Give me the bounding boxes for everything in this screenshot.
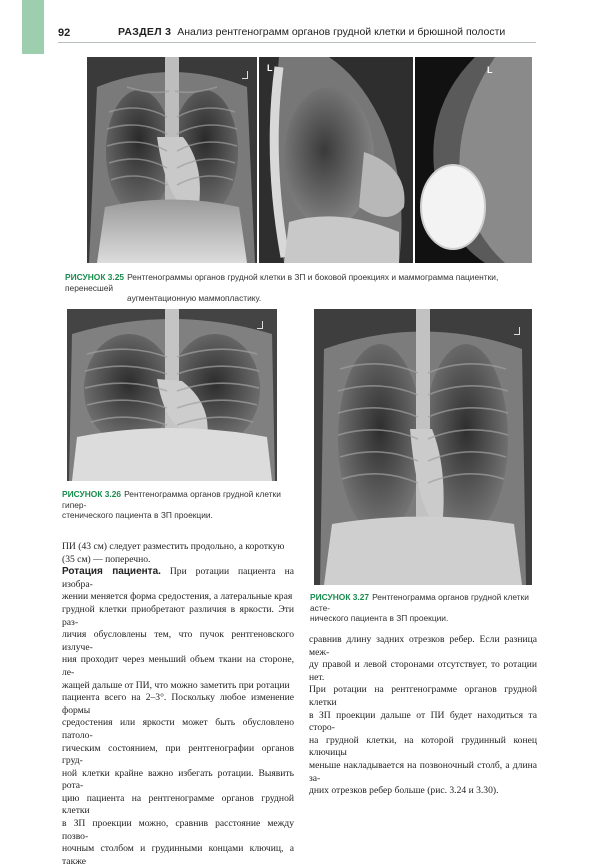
body-text-left-column — [62, 541, 294, 868]
figure-3-25-caption — [65, 272, 535, 304]
figure-label: РИСУНОК 3.26 — [62, 489, 122, 499]
header-rule — [58, 42, 536, 43]
figure-3-26-caption — [62, 489, 292, 521]
text-line: (35 см) — поперечно. — [62, 553, 151, 565]
text-line: личия обусловлены тем, что пучок рентгеновского излуче- — [62, 629, 294, 653]
chest-xray-hypersthenic-image — [67, 309, 277, 481]
running-header — [118, 26, 505, 38]
page-number: 92 — [58, 27, 71, 39]
text-line: При ротации на рентгенограмме органов грудной клетки — [309, 684, 537, 708]
mammogram-side-marker: L — [487, 65, 493, 75]
text-line: в ЗП проекции дальше от ПИ будет находиться та сторо- — [309, 709, 537, 734]
text-line: ПИ (43 см) следует разместить продольно, а короткую — [62, 541, 285, 552]
chest-xray-lateral-image — [259, 57, 413, 263]
text-line: жении меняется форма средостения, а латеральные края — [62, 591, 293, 603]
body-text-right-column — [309, 634, 537, 798]
text-line: сравнив длину задних отрезков ребер. Если разница меж- — [309, 634, 537, 658]
text-line: меньше накладывается на позвоночный столб, а длина за- — [309, 759, 537, 784]
text-line: средостения или яркости может быть обусловлено патоло- — [62, 717, 294, 741]
figure-label: РИСУНОК 3.27 — [310, 592, 370, 602]
section-label: РАЗДЕЛ 3 — [118, 26, 172, 38]
rotation-heading: Ротация пациента. — [62, 566, 161, 578]
caption-line: аугментационную маммопластику. — [127, 293, 262, 303]
chest-xray-asthenic-image — [314, 309, 532, 585]
text-line: дних отрезков ребер больше (рис. 3.24 и 3.30). — [309, 785, 499, 797]
text-line — [62, 566, 294, 591]
caption-line: Рентгенограммы органов грудной клетки в ЗП и боковой проекциях и маммограмма пациентки, перенесшей — [65, 272, 499, 293]
lateral-side-marker: L — [267, 63, 273, 73]
text-line: на грудной клетки, на которой грудинный конец ключицы — [309, 734, 537, 759]
text-line: жащей дальше от ПИ, что можно заметить при ротации — [62, 679, 290, 691]
caption-line: нического пациента в ЗП проекции. — [310, 613, 449, 623]
text-line: в ЗП проекции можно, сравнив расстояние между позво- — [62, 818, 294, 842]
chest-xray-pa-image — [87, 57, 257, 263]
caption-line: стенического пациента в ЗП проекции. — [62, 510, 213, 520]
text-line: грудной клетки приобретают различия в яркости. Эти раз- — [62, 603, 294, 628]
text-line: ночным столбом и грудинными концами ключиц, а также — [62, 843, 294, 867]
caption-line: Рентгенограмма органов грудной клетки асте- — [310, 592, 529, 613]
text-line-rest: При ротации пациента на изобра- — [62, 566, 295, 590]
text-line: гическим состоянием, при рентгенографии органов груд- — [62, 742, 294, 767]
caption-line: Рентгенограмма органов грудной клетки гипер- — [62, 489, 281, 510]
text-line: цию пациента на рентгенограмме органов грудной клетки — [62, 792, 294, 817]
text-line: пациента всего на 2–3°. Поскольку любое изменение формы — [62, 692, 294, 716]
text-line: ния проходит через меньший объем ткани на стороне, ле- — [62, 654, 294, 678]
section-color-tab — [22, 0, 44, 54]
mammogram-image — [415, 57, 532, 263]
text-line: ду правой и левой сторонами отсутствует, то ротации нет. — [309, 659, 537, 683]
orientation-marker-corner — [242, 71, 248, 79]
text-line: ной клетки крайне важно избегать ротации. Выявить рота- — [62, 767, 294, 792]
section-title: Анализ рентгенограмм органов грудной клетки и брюшной полости — [177, 26, 506, 38]
figure-label: РИСУНОК 3.25 — [65, 272, 125, 282]
figure-3-27-caption — [310, 592, 538, 624]
orientation-marker-corner — [514, 327, 520, 335]
orientation-marker-corner — [257, 321, 263, 329]
